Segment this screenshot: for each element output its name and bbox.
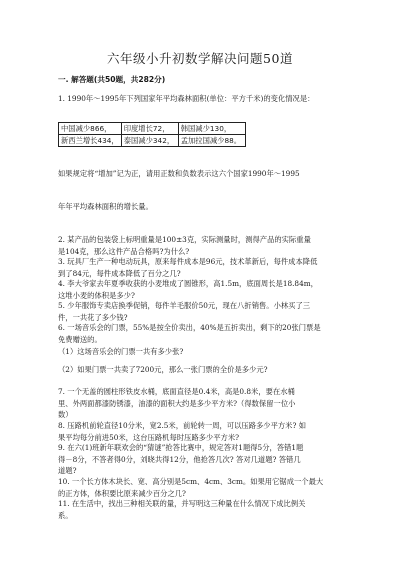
table-cell: 韩国减少130， (178, 123, 245, 135)
question-8: 8. 压路机前轮直径10分米，宽2.5米，前轮转一周，可以压路多少平方米? 如 果平均每分前进50米，这台压路机每时压路多少平方米? (58, 421, 307, 442)
page-title: 六年级小升初数学解决问题50道 (107, 51, 293, 66)
table-cell: 新西兰增长434， (59, 135, 122, 147)
question-11: 11. 在生活中，找出三种相关联的量，并写明这三种量在什么情况下成比例关 系。 (58, 499, 306, 520)
table-cell: 中国减少866， (59, 123, 122, 135)
question-1-intro: 1. 1990年～1995年下列国家年平均森林面积(单位：平方千米)的变化情况是： (58, 94, 315, 103)
question-2: 2. 某产品的包装袋上标明重量是100±3克，实际测量时，测得产品的实际重量 是104克，那么这件产品合格吗?为什么? (58, 235, 311, 256)
table-cell: 泰国减少342， (121, 135, 178, 147)
question-1-ask-line-1: 如果规定将“增加”记为正，请用正数和负数表示这六个国家1990年～1995 (58, 169, 300, 178)
question-6-part-2: （2）如果门票一共卖了7200元，那么一张门票的全价是多少元? (58, 365, 268, 374)
question-7: 7. 一个无盖的圆柱形铁皮水桶，底面直径是0.4米，高是0.8米，要在水桶 里、外两面都漆防锈漆，油漆的面积大约是多少平方米?（得数保留一位小 数） (58, 387, 296, 420)
question-3: 3. 玩具厂生产一种电动玩具，原来每件成本是96元，技术革新后，每件成本降低 到了84元，每件成本降低了百分之几? (58, 257, 318, 278)
forest-change-table (58, 122, 246, 147)
table-cell: 孟加拉国减少88。 (178, 135, 245, 147)
question-4: 4. 李大爷家去年夏季收获的小麦堆成了圆锥形，高1.5m，底面周长是18.84m， 这堆小麦的体积是多少? (58, 279, 318, 300)
table-row (59, 123, 246, 135)
section-heading: 一. 解答题(共50题，共282分) (58, 75, 166, 84)
question-6-part-1: （1）这场音乐会的门票一共有多少张? (58, 347, 184, 356)
table-cell: 印度增长72， (121, 123, 178, 135)
question-9: 9. 在六(1)班新年联欢会的“猜谜”抢答比赛中，规定答对1题得5分，答错1题 得－8分，不答者得0分，刘晓共得12分，他抢答几次? 答对几道题? 答错几 道题? (58, 443, 304, 476)
table-row (59, 135, 246, 147)
question-5: 5. 少年服饰专卖店换季促销，每件羊毛服价50元，现在八折销售。小林买了三 件，一共花了多少钱? (58, 301, 311, 322)
question-1-ask-line-2: 年年平均森林面积的增长量。 (58, 202, 153, 211)
question-6: 6. 一场音乐会的门票，55%是按全价卖出，40%是五折卖出，剩下的20张门票是 免费赠送的。 (58, 323, 321, 344)
question-10: 10. 一个长方体木块长、宽、高分别是5cm、4cm、3cm。如果用它锯成一个最大 的正方体，体积要比原来减少百分之几? (58, 477, 324, 498)
